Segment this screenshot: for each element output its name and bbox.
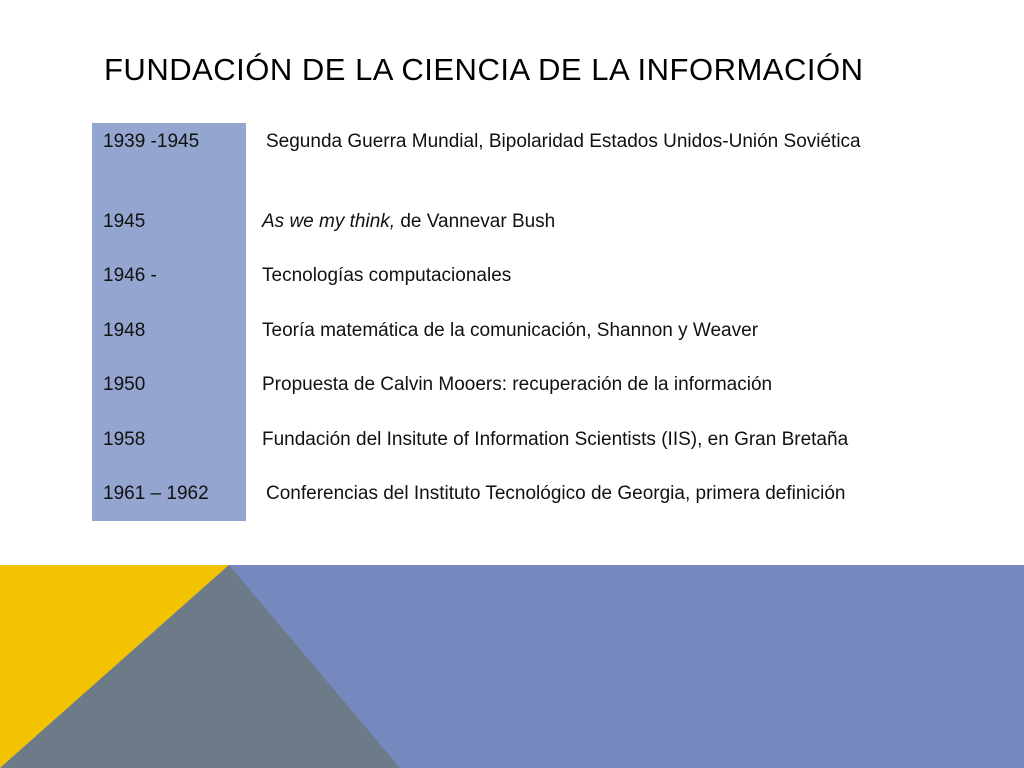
timeline-year: 1958 bbox=[103, 429, 146, 450]
footer-decoration bbox=[0, 565, 1024, 768]
timeline-year: 1939 -1945 bbox=[103, 131, 200, 152]
timeline-year: 1961 – 1962 bbox=[103, 483, 209, 504]
publication-author: de Vannevar Bush bbox=[395, 211, 556, 232]
timeline-description: Teoría matemática de la comunicación, Shannon y Weaver bbox=[262, 320, 759, 341]
slide-title: FUNDACIÓN DE LA CIENCIA DE LA INFORMACIÓN bbox=[104, 52, 864, 87]
timeline-description: Propuesta de Calvin Mooers: recuperación de la información bbox=[262, 374, 773, 395]
timeline-description: Segunda Guerra Mundial, Bipolaridad Estados Unidos-Unión Soviética bbox=[266, 131, 861, 152]
timeline-year: 1946 - bbox=[103, 265, 157, 286]
timeline-year: 1945 bbox=[103, 211, 146, 232]
timeline-description: Tecnologías computacionales bbox=[262, 265, 512, 286]
publication-title: As we my think, bbox=[262, 211, 396, 232]
timeline-year: 1948 bbox=[103, 320, 146, 341]
timeline-description: Conferencias del Instituto Tecnológico de Georgia, primera definición bbox=[266, 483, 846, 504]
timeline-description bbox=[262, 210, 992, 234]
timeline-description: Fundación del Insitute of Information Scientists (IIS), en Gran Bretaña bbox=[262, 429, 849, 450]
timeline-year: 1950 bbox=[103, 374, 146, 395]
